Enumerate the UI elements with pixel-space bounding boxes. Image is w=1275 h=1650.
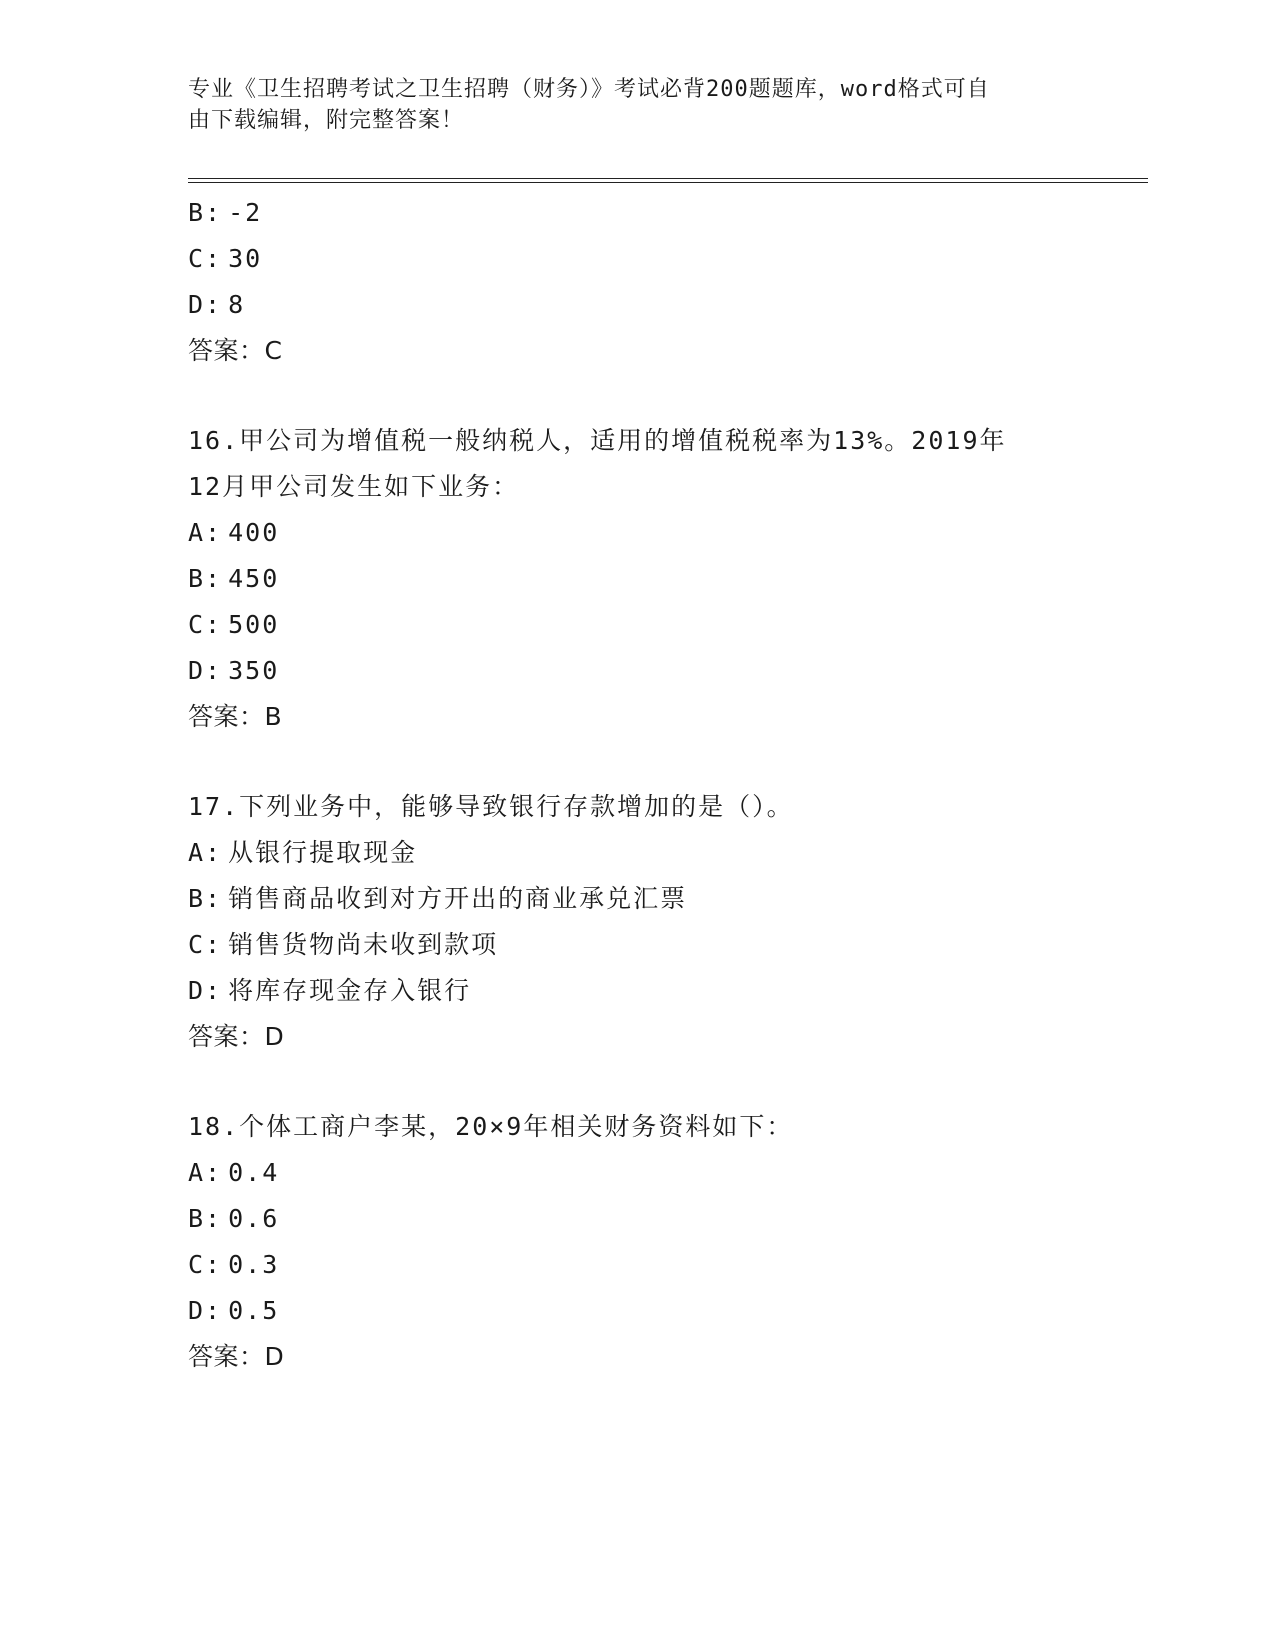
option-d bbox=[188, 648, 1148, 694]
question-stem: 16.甲公司为增值税一般纳税人，适用的增值税税率为13%。2019年 bbox=[188, 426, 1007, 455]
option-letter: C: bbox=[188, 244, 223, 273]
option-c bbox=[188, 236, 1148, 282]
option-letter: D: bbox=[188, 1296, 223, 1325]
option-letter: A: bbox=[188, 1158, 223, 1187]
header-line-2: 由下载编辑，附完整答案！ bbox=[188, 108, 465, 133]
option-text: 8 bbox=[228, 290, 246, 319]
option-letter: D: bbox=[188, 976, 223, 1005]
option-b bbox=[188, 556, 1148, 602]
option-a bbox=[188, 510, 1148, 556]
answer-line: 答案：D bbox=[188, 1022, 285, 1051]
option-text: 450 bbox=[228, 564, 280, 593]
option-letter: B: bbox=[188, 198, 223, 227]
option-d bbox=[188, 1288, 1148, 1334]
option-letter: B: bbox=[188, 884, 223, 913]
question-block-17 bbox=[188, 784, 1148, 1060]
question-block-16 bbox=[188, 418, 1148, 740]
option-letter: C: bbox=[188, 1250, 223, 1279]
option-text: 将库存现金存入银行 bbox=[228, 976, 472, 1005]
question-stem: 12月甲公司发生如下业务： bbox=[188, 472, 520, 501]
option-letter: A: bbox=[188, 838, 223, 867]
option-a bbox=[188, 1150, 1148, 1196]
question-block-prev bbox=[188, 190, 1148, 374]
option-d bbox=[188, 282, 1148, 328]
option-letter: D: bbox=[188, 656, 223, 685]
question-content bbox=[188, 190, 1148, 1380]
option-letter: D: bbox=[188, 290, 223, 319]
option-text: 0.5 bbox=[228, 1296, 280, 1325]
option-letter: B: bbox=[188, 564, 223, 593]
option-letter: B: bbox=[188, 1204, 223, 1233]
option-text: 销售货物尚未收到款项 bbox=[228, 930, 499, 959]
option-letter: A: bbox=[188, 518, 223, 547]
header-line-1: 专业《卫生招聘考试之卫生招聘（财务）》考试必背200题题库，word格式可自 bbox=[188, 77, 990, 102]
option-text: 400 bbox=[228, 518, 280, 547]
header-divider bbox=[188, 178, 1148, 183]
option-a bbox=[188, 830, 1148, 876]
option-text: 30 bbox=[228, 244, 263, 273]
option-text: 销售商品收到对方开出的商业承兑汇票 bbox=[228, 884, 688, 913]
answer-line: 答案：B bbox=[188, 702, 283, 731]
option-text: 0.4 bbox=[228, 1158, 280, 1187]
option-letter: C: bbox=[188, 930, 223, 959]
option-text: 从银行提取现金 bbox=[228, 838, 418, 867]
option-text: 0.6 bbox=[228, 1204, 280, 1233]
option-b bbox=[188, 1196, 1148, 1242]
option-text: 350 bbox=[228, 656, 280, 685]
option-text: 0.3 bbox=[228, 1250, 280, 1279]
question-stem: 17.下列业务中，能够导致银行存款增加的是（）。 bbox=[188, 792, 794, 821]
question-block-18 bbox=[188, 1104, 1148, 1380]
document-header bbox=[188, 74, 1068, 136]
option-c bbox=[188, 1242, 1148, 1288]
option-text: 500 bbox=[228, 610, 280, 639]
option-text: -2 bbox=[228, 198, 263, 227]
option-d bbox=[188, 968, 1148, 1014]
option-b bbox=[188, 876, 1148, 922]
answer-line: 答案：D bbox=[188, 1342, 285, 1371]
option-c bbox=[188, 922, 1148, 968]
option-c bbox=[188, 602, 1148, 648]
question-stem: 18.个体工商户李某，20×9年相关财务资料如下： bbox=[188, 1112, 794, 1141]
option-letter: C: bbox=[188, 610, 223, 639]
answer-line: 答案：C bbox=[188, 336, 283, 365]
option-b bbox=[188, 190, 1148, 236]
